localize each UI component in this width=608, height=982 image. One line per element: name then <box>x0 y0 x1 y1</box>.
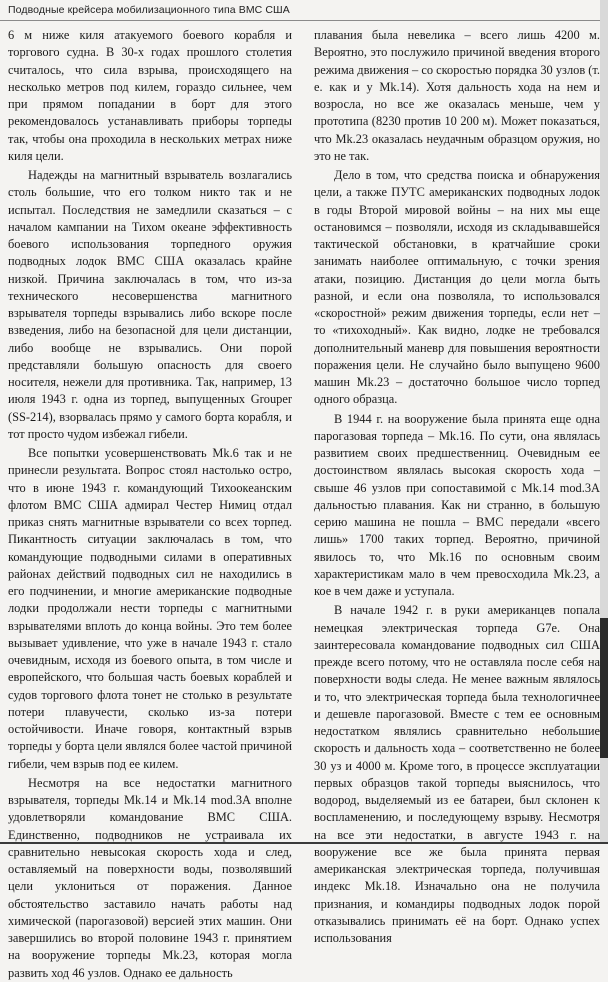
right-text-column <box>314 27 600 947</box>
paragraph: В начале 1942 г. в руки американцев попала немецкая электрическая торпеда G7e. Она заинтересовала командование подводных сил США прежде всего потому, что не оставляла после себя на поверхности воды следа. Не менее важным являлось и то, что электрическая торпеда была технологичнее и дешевле парогазовой. Вместе с тем ее основным недостатком являлись сравнительно небольшие скорость и дальность хода – соответственно не более 30 уз и 4000 м. Кроме того, в процессе эксплуатации первых образцов такой торпеды выяснилось, что водород, выделяемый из ее батареи, был склонен к воспламенению, и последующему взрыву. Несмотря на все эти недостатки, в августе 1943 г. на вооружение все же была принята первая американская электрическая торпеда, получившая индекс Mk.18. Изначально она не получила признания, и командиры подводных лодок порой отказывались принимать её на борт. Однако успех использования <box>314 603 600 945</box>
running-head: Подводные крейсера мобилизационного типа ВМС США <box>8 4 290 16</box>
paragraph: Дело в том, что средства поиска и обнаружения цели, а также ПУТС американских подводных лодок в годы Второй мировой войны – на них мы еще остановимся – позволяли, исходя из складывавшейся тактической обстановки, в кратчайшие сроки занимать наиболее оптимальную, с точки зрения атаки, позицию. Дистанция до цели могла быть разной, и если она позволяла, то использовался «скоростной» режим движения торпеды, если нет – то «тихоходный». Как видно, лодке не требовался дополнительный маневр для повышения вероятности поражения цели. Не случайно было выпущено 9600 машин Mk.23 – достаточно большое число торпед одного образца. <box>314 168 600 407</box>
left-text-column <box>8 27 292 982</box>
paragraph: 6 м ниже киля атакуемого боевого корабля и торгового судна. В 30-х годах прошлого столетия считалось, что сила взрыва, происходящего на несколько метров под килем, гораздо сильнее, чем при прямом попадании в борт для этого рекомендовалось устанавливать приборы торпеды так, чтобы она проходила в нескольких метрах ниже киля цели. <box>8 28 292 163</box>
paragraph: Несмотря на все недостатки магнитного взрывателя, торпеды Mk.14 и Mk.14 mod.3A вполне удовлетворяли командование ВМС США. Единственно, подводников не устраивала их сравнительно невысокая скорость хода и след, оставляемый на поверхности воды, позволявший цели уклониться от поражения. Данное обстоятельство заставило начать работы над химической (парогазовой) версией этих машин. Они завершились во второй половине 1943 г. принятием на вооружение торпеды Mk.23, которая могла развить ход 46 узлов. Однако ее дальность <box>8 775 292 980</box>
paragraph: Все попытки усовершенствовать Mk.6 так и не принесли результата. Вопрос стоял настолько остро, что в июне 1943 г. командующий Тихоокеанским флотом ВМС США адмирал Честер Нимиц отдал приказ снять магнитные взрыватели со всех торпед. Пикантность ситуации заключалась в том, что командующие подводными силами в оперативных районах действий подводных сил не находились в его подчинении, и многие американские подводные лодки продолжали нести торпеды с магнитными взрывателями вплоть до конца войны. Это тем более вызывает удивление, что уже в начале 1943 г. стало очевидным, исходя из боевого опыта, в том числе и европейского, что большая часть боевых кораблей и судов торгового флота тонет не столько в результате потери плавучести, сколько из-за потери остойчивости. Иначе говоря, контактный взрыв торпеды у борта цели являлся более частой причиной гибели, чем взрыв под ее килем. <box>8 446 292 771</box>
paragraph: В 1944 г. на вооружение была принята еще одна парогазовая торпеда – Mk.16. По сути, она являлась развитием своих предшественниц. Очевидным ее достоинством являлась высокая скорость хода – свыше 46 узлов при сопоставимой с Mk.14 mod.3A дальностью плавания. Как ни странно, в большую серию машина не пошла – ВМС передали «всего лишь» 1700 таких торпед. Вероятно, причиной явилось то, что Mk.16 по основным своим характеристикам мало в чем превосходила Mk.23, а кое в чем даже и уступала. <box>314 411 600 598</box>
paragraph: Надежды на магнитный взрыватель возлагались столь большие, что его толком никто так и не испытал. Последствия не замедлили сказаться – с началом кампании на Тихом океане эффективность боевого использования торпедного оружия подводных лодок ВМС США оказалась крайне низкой. Причина заключалась в том, что из-за технического несовершенства магнитного взрывателя торпеды взрывались либо вскоре после взведения, либо на безопасной для цели дистанции, либо вообще не взрывались. Они порой представляли большую опасность для своего носителя, нежели для противника. Так, например, 13 июля 1943 г. одна из торпед, выпущенных Grouper (SS-214), взорвалась прямо у самого борта корабля, и тот просто чудом избежал гибели. <box>8 168 292 441</box>
paragraph: плавания была невелика – всего лишь 4200 м. Вероятно, это послужило причиной введения второго режима движения – со скоростью порядка 30 узлов (т. е. как и у Mk.14). Хотя дальность хода на нем и возросла, но все же оказалась меньше, чем у прототипа (8230 против 10 200 м). Может показаться, что Mk.23 оказалась неудачным образцом оружия, но это не так. <box>314 28 600 163</box>
page-edge-marker <box>600 618 608 758</box>
header-rule <box>0 20 608 21</box>
